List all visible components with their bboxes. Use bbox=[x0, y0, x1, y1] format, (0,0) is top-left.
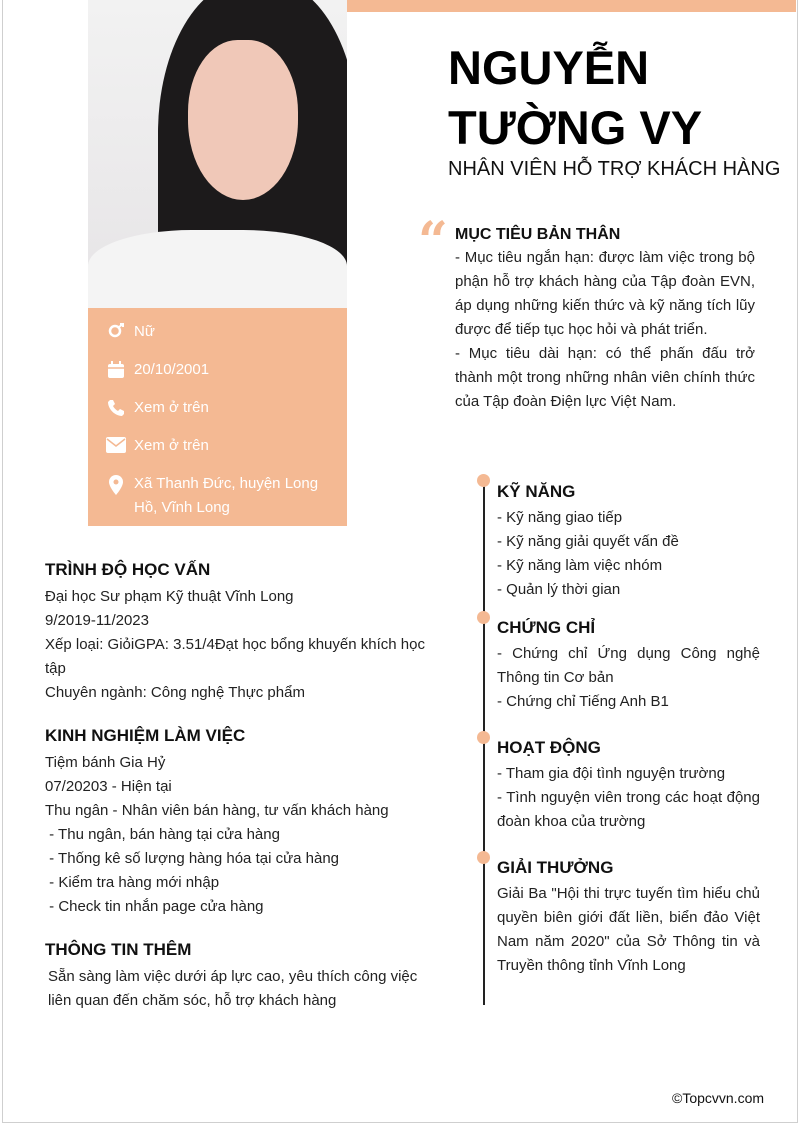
section-heading: CHỨNG CHỈ bbox=[497, 618, 596, 637]
contact-phone: Xem ở trên bbox=[106, 396, 331, 420]
candidate-name: NGUYỄN TƯỜNG VY bbox=[448, 41, 703, 154]
certificates-section: CHỨNG CHỈ - Chứng chỉ Ứng dụng Công nghệ Thông tin Cơ bản - Chứng chỉ Tiếng Anh B1 bbox=[497, 618, 760, 710]
skills-section: KỸ NĂNG - Kỹ năng giao tiếp - Kỹ năng giải quyết vấn đề - Kỹ năng làm việc nhóm - Quản lý thời gian bbox=[497, 482, 760, 602]
calendar-icon bbox=[106, 358, 126, 382]
quote-icon: “ bbox=[418, 211, 448, 272]
contact-address: Xã Thanh Đức, huyện Long Hồ, Vĩnh Long bbox=[106, 472, 331, 520]
contact-birthday: 20/10/2001 bbox=[106, 358, 331, 382]
activities-section: HOẠT ĐỘNG - Tham gia đội tình nguyện trường - Tình nguyện viên trong các hoạt động đoàn khoa của trường bbox=[497, 738, 760, 830]
profile-photo bbox=[88, 0, 347, 308]
timeline-dot bbox=[477, 474, 490, 487]
awards-section: GIẢI THƯỞNG Giải Ba "Hội thi trực tuyến tìm hiểu chủ quyền biên giới đất liền, biển đảo Việt Nam năm 2020" của Sở Thông tin và Truyền thông tỉnh Vĩnh Long bbox=[497, 858, 760, 974]
section-heading: MỤC TIÊU BẢN THÂN bbox=[455, 226, 621, 243]
job-title: NHÂN VIÊN HỖ TRỢ KHÁCH HÀNG bbox=[448, 158, 781, 180]
top-accent-bar bbox=[347, 0, 796, 12]
contact-gender: Nữ bbox=[106, 320, 331, 344]
location-icon bbox=[106, 472, 126, 520]
section-heading: GIẢI THƯỞNG bbox=[497, 858, 614, 877]
timeline-dot bbox=[477, 611, 490, 624]
section-heading: TRÌNH ĐỘ HỌC VẤN bbox=[45, 560, 211, 579]
objective-section: MỤC TIÊU BẢN THÂN - Mục tiêu ngắn hạn: được làm việc trong bộ phận hỗ trợ khách hàng của Tập đoàn EVN, áp dụng những kiến thức và kỹ năng tích lũy được để tiếp tục học hỏi và phát triển. - Mục tiêu dài hạn: có thể phấn đấu trở thành một trong những nhân viên chính thức của Tập đoàn Điện lực Việt Nam. bbox=[455, 226, 755, 410]
section-heading: HOẠT ĐỘNG bbox=[497, 738, 601, 757]
timeline-dot bbox=[477, 851, 490, 864]
section-heading: KINH NGHIỆM LÀM VIỆC bbox=[45, 726, 246, 745]
section-heading: KỸ NĂNG bbox=[497, 482, 576, 501]
phone-icon bbox=[106, 396, 126, 420]
contact-box bbox=[88, 308, 347, 526]
experience-section: KINH NGHIỆM LÀM VIỆC Tiệm bánh Gia Hỷ 07/20203 - Hiện tại Thu ngân - Nhân viên bán hàng, tư vấn khách hàng - Thu ngân, bán hàng tại cửa hàng - Thống kê số lượng hàng hóa tại cửa hàng - Kiểm tra hàng mới nhập - Check tin nhắn page cửa hàng bbox=[45, 726, 430, 919]
footer-copyright: ©Topcvvn.com bbox=[672, 1090, 765, 1106]
contact-email: Xem ở trên bbox=[106, 434, 331, 458]
timeline-dot bbox=[477, 731, 490, 744]
education-section: TRÌNH ĐỘ HỌC VẤN Đại học Sư phạm Kỹ thuật Vĩnh Long 9/2019-11/2023 Xếp loại: GiỏiGPA: 3.51/4Đạt học bổng khuyến khích học tập Chuyên ngành: Công nghệ Thực phẩm bbox=[45, 560, 430, 705]
extra-info-section: THÔNG TIN THÊM Sẵn sàng làm việc dưới áp lực cao, yêu thích công việc liên quan đến chăm sóc, hỗ trợ khách hàng bbox=[45, 940, 430, 1013]
section-heading: THÔNG TIN THÊM bbox=[45, 940, 192, 959]
gender-icon bbox=[106, 320, 126, 344]
email-icon bbox=[106, 434, 126, 458]
